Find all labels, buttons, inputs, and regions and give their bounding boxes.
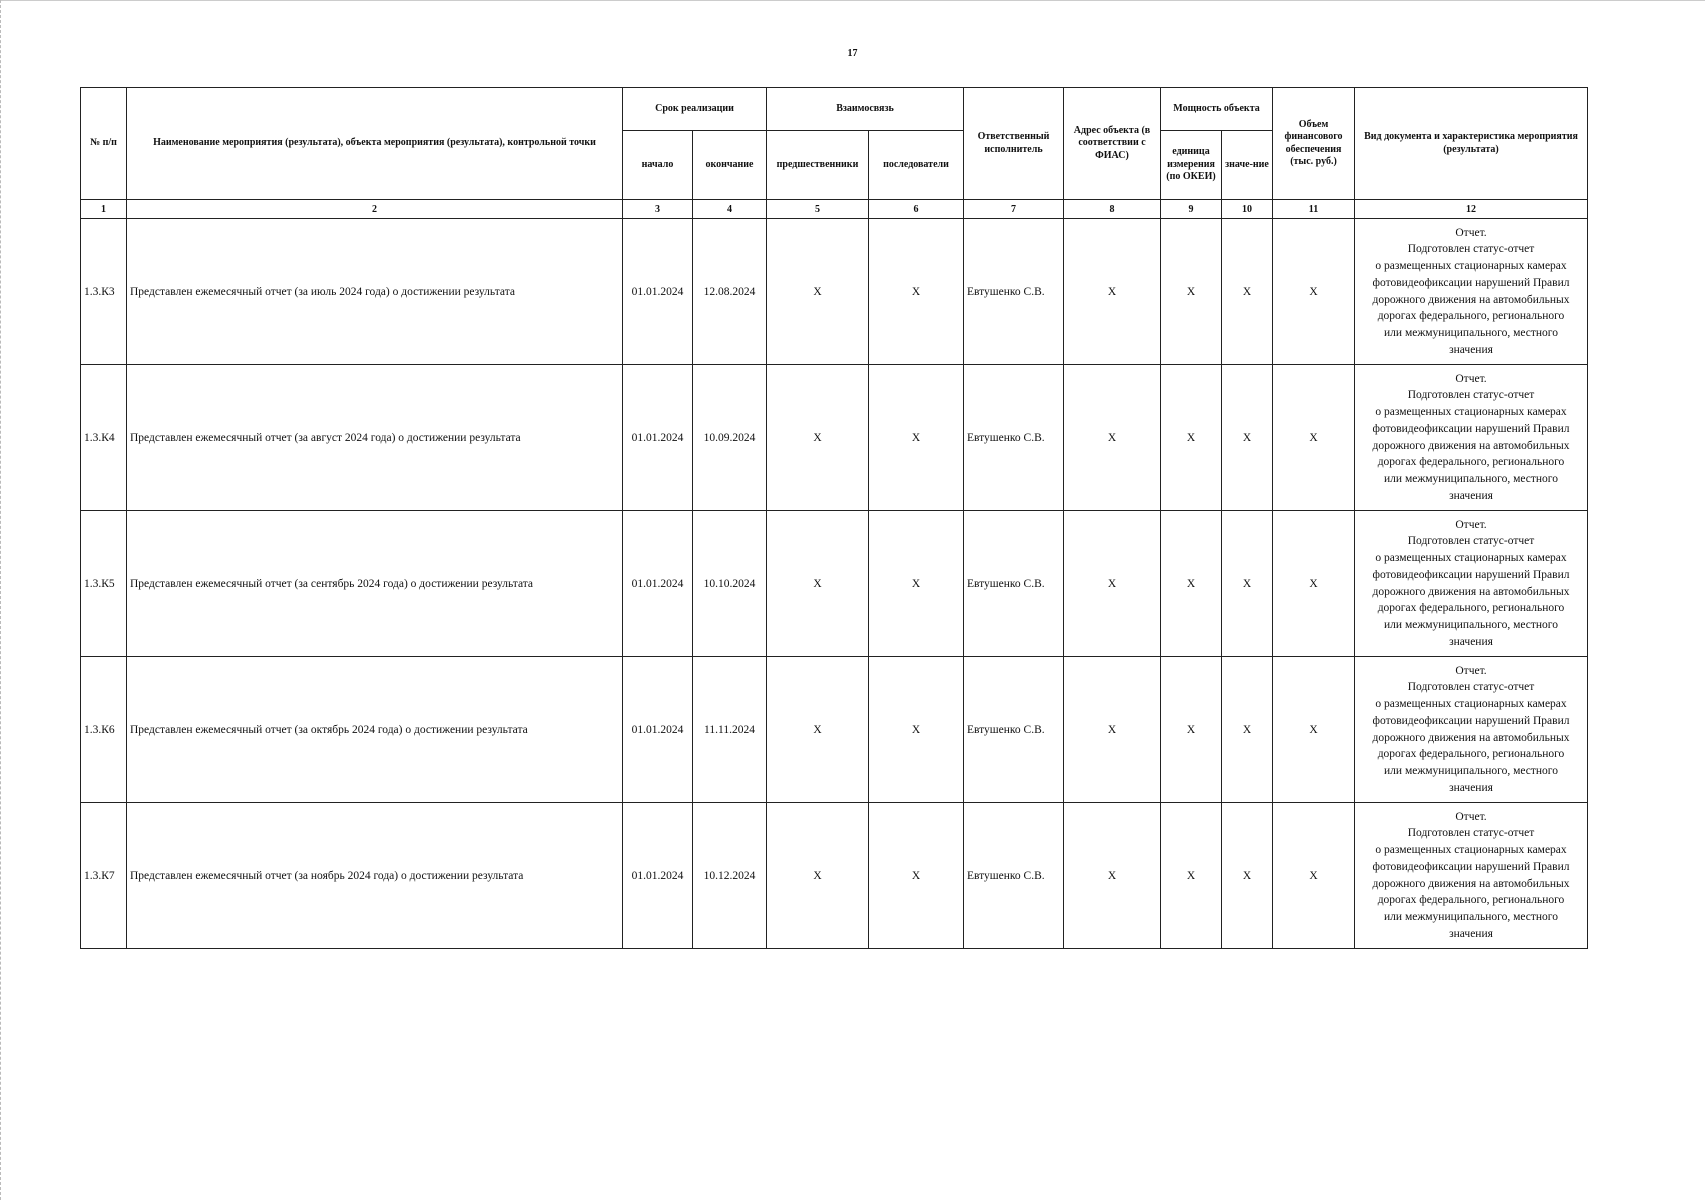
row-predecessors: X <box>767 657 869 803</box>
row-executor: Евтушенко С.В. <box>964 365 1064 511</box>
row-doc-description <box>1355 511 1588 657</box>
row-successors: X <box>869 657 964 803</box>
row-doc-description <box>1355 657 1588 803</box>
row-start-date: 01.01.2024 <box>623 803 693 949</box>
doc-line: Подготовлен статус-отчет <box>1407 535 1535 548</box>
scan-edge-line <box>0 0 1705 1</box>
column-number: 12 <box>1355 200 1588 219</box>
doc-line: о размещенных стационарных камерах <box>1375 698 1567 711</box>
row-successors: X <box>869 803 964 949</box>
row-end-date: 10.12.2024 <box>693 803 767 949</box>
header-cap-unit: единица измерения (по ОКЕИ) <box>1161 131 1222 200</box>
row-end-date: 10.10.2024 <box>693 511 767 657</box>
table-row <box>81 219 1588 365</box>
row-successors: X <box>869 511 964 657</box>
header-name: Наименование мероприятия (результата), объекта мероприятия (результата), контрольной точки <box>127 88 623 200</box>
header-term-end: окончание <box>693 131 767 200</box>
doc-line: дорожного движения на автомобильных <box>1372 877 1570 890</box>
column-number: 9 <box>1161 200 1222 219</box>
column-number: 6 <box>869 200 964 219</box>
doc-line: дорогах федерального, регионального <box>1377 310 1565 323</box>
row-code: 1.3.К3 <box>81 219 127 365</box>
doc-line: Отчет. <box>1455 518 1487 531</box>
row-predecessors: X <box>767 803 869 949</box>
header-finance: Объем финансового обеспечения (тыс. руб.) <box>1273 88 1355 200</box>
row-unit: X <box>1161 803 1222 949</box>
row-doc-description <box>1355 219 1588 365</box>
doc-line: дорогах федерального, регионального <box>1377 602 1565 615</box>
doc-line: дорожного движения на автомобильных <box>1372 439 1570 452</box>
column-number: 8 <box>1064 200 1161 219</box>
doc-line: или межмуниципального, местного <box>1384 326 1558 339</box>
doc-line: фотовидеофиксации нарушений Правил <box>1372 714 1570 727</box>
column-number: 10 <box>1222 200 1273 219</box>
header-link-pred: предшественники <box>767 131 869 200</box>
table-row <box>81 803 1588 949</box>
row-predecessors: X <box>767 219 869 365</box>
row-successors: X <box>869 219 964 365</box>
row-end-date: 10.09.2024 <box>693 365 767 511</box>
doc-line: дорогах федерального, регионального <box>1377 748 1565 761</box>
doc-line: значения <box>1449 343 1493 356</box>
header-num: № п/п <box>81 88 127 200</box>
row-name: Представлен ежемесячный отчет (за ноябрь 2024 года) о достижении результата <box>127 803 623 949</box>
row-address: X <box>1064 219 1161 365</box>
doc-line: о размещенных стационарных камерах <box>1375 260 1567 273</box>
doc-line: или межмуниципального, местного <box>1384 910 1558 923</box>
row-end-date: 12.08.2024 <box>693 219 767 365</box>
row-executor: Евтушенко С.В. <box>964 219 1064 365</box>
doc-line: Отчет. <box>1455 664 1487 677</box>
row-finance: X <box>1273 219 1355 365</box>
column-number: 4 <box>693 200 767 219</box>
column-number-row <box>81 200 1588 219</box>
row-predecessors: X <box>767 511 869 657</box>
row-finance: X <box>1273 365 1355 511</box>
doc-line: дорожного движения на автомобильных <box>1372 293 1570 306</box>
row-unit: X <box>1161 657 1222 803</box>
row-start-date: 01.01.2024 <box>623 511 693 657</box>
header-row-top <box>81 88 1588 131</box>
doc-line: значения <box>1449 781 1493 794</box>
header-address: Адрес объекта (в соответствии с ФИАС) <box>1064 88 1161 200</box>
doc-line: Отчет. <box>1455 810 1487 823</box>
doc-line: или межмуниципального, местного <box>1384 764 1558 777</box>
row-address: X <box>1064 803 1161 949</box>
row-value: X <box>1222 219 1273 365</box>
row-executor: Евтушенко С.В. <box>964 657 1064 803</box>
row-code: 1.3.К6 <box>81 657 127 803</box>
header-cap-value: значе-ние <box>1222 131 1273 200</box>
row-address: X <box>1064 365 1161 511</box>
table-row <box>81 657 1588 803</box>
row-doc-description <box>1355 803 1588 949</box>
doc-line: Отчет. <box>1455 372 1487 385</box>
doc-line: значения <box>1449 927 1493 940</box>
row-predecessors: X <box>767 365 869 511</box>
column-number: 1 <box>81 200 127 219</box>
header-doc: Вид документа и характеристика мероприятия (результата) <box>1355 88 1588 200</box>
doc-line: дорогах федерального, регионального <box>1377 456 1565 469</box>
column-number: 11 <box>1273 200 1355 219</box>
row-executor: Евтушенко С.В. <box>964 511 1064 657</box>
doc-line: значения <box>1449 489 1493 502</box>
row-address: X <box>1064 657 1161 803</box>
column-number: 2 <box>127 200 623 219</box>
header-term-start: начало <box>623 131 693 200</box>
row-unit: X <box>1161 219 1222 365</box>
row-doc-description <box>1355 365 1588 511</box>
doc-line: дорожного движения на автомобильных <box>1372 731 1570 744</box>
row-code: 1.3.К4 <box>81 365 127 511</box>
row-finance: X <box>1273 511 1355 657</box>
doc-line: Подготовлен статус-отчет <box>1407 827 1535 840</box>
column-number: 7 <box>964 200 1064 219</box>
plan-table <box>80 87 1588 949</box>
doc-line: фотовидеофиксации нарушений Правил <box>1372 276 1570 289</box>
column-number: 3 <box>623 200 693 219</box>
row-name: Представлен ежемесячный отчет (за июль 2024 года) о достижении результата <box>127 219 623 365</box>
header-executor: Ответственный исполнитель <box>964 88 1064 200</box>
row-value: X <box>1222 803 1273 949</box>
row-start-date: 01.01.2024 <box>623 365 693 511</box>
doc-line: Подготовлен статус-отчет <box>1407 681 1535 694</box>
table-row <box>81 511 1588 657</box>
doc-line: дорожного движения на автомобильных <box>1372 585 1570 598</box>
doc-line: Подготовлен статус-отчет <box>1407 389 1535 402</box>
row-finance: X <box>1273 657 1355 803</box>
doc-line: фотовидеофиксации нарушений Правил <box>1372 860 1570 873</box>
doc-line: о размещенных стационарных камерах <box>1375 406 1567 419</box>
row-successors: X <box>869 365 964 511</box>
doc-line: о размещенных стационарных камерах <box>1375 552 1567 565</box>
row-value: X <box>1222 511 1273 657</box>
row-name: Представлен ежемесячный отчет (за октябрь 2024 года) о достижении результата <box>127 657 623 803</box>
header-link: Взаимосвязь <box>767 88 964 131</box>
scan-margin-marks <box>0 0 4 1200</box>
header-capacity: Мощность объекта <box>1161 88 1273 131</box>
doc-line: фотовидеофиксации нарушений Правил <box>1372 422 1570 435</box>
doc-line: фотовидеофиксации нарушений Правил <box>1372 568 1570 581</box>
row-unit: X <box>1161 365 1222 511</box>
row-value: X <box>1222 365 1273 511</box>
column-number: 5 <box>767 200 869 219</box>
header-link-succ: последователи <box>869 131 964 200</box>
doc-line: о размещенных стационарных камерах <box>1375 844 1567 857</box>
row-code: 1.3.К5 <box>81 511 127 657</box>
row-code: 1.3.К7 <box>81 803 127 949</box>
row-start-date: 01.01.2024 <box>623 219 693 365</box>
row-name: Представлен ежемесячный отчет (за сентябрь 2024 года) о достижении результата <box>127 511 623 657</box>
doc-line: или межмуниципального, местного <box>1384 618 1558 631</box>
row-executor: Евтушенко С.В. <box>964 803 1064 949</box>
doc-line: значения <box>1449 635 1493 648</box>
doc-line: Подготовлен статус-отчет <box>1407 243 1535 256</box>
page-number: 17 <box>847 48 858 59</box>
row-end-date: 11.11.2024 <box>693 657 767 803</box>
table-row <box>81 365 1588 511</box>
row-address: X <box>1064 511 1161 657</box>
row-unit: X <box>1161 511 1222 657</box>
row-start-date: 01.01.2024 <box>623 657 693 803</box>
row-finance: X <box>1273 803 1355 949</box>
doc-line: или межмуниципального, местного <box>1384 472 1558 485</box>
doc-line: Отчет. <box>1455 226 1487 239</box>
doc-line: дорогах федерального, регионального <box>1377 894 1565 907</box>
row-value: X <box>1222 657 1273 803</box>
row-name: Представлен ежемесячный отчет (за август 2024 года) о достижении результата <box>127 365 623 511</box>
header-term: Срок реализации <box>623 88 767 131</box>
